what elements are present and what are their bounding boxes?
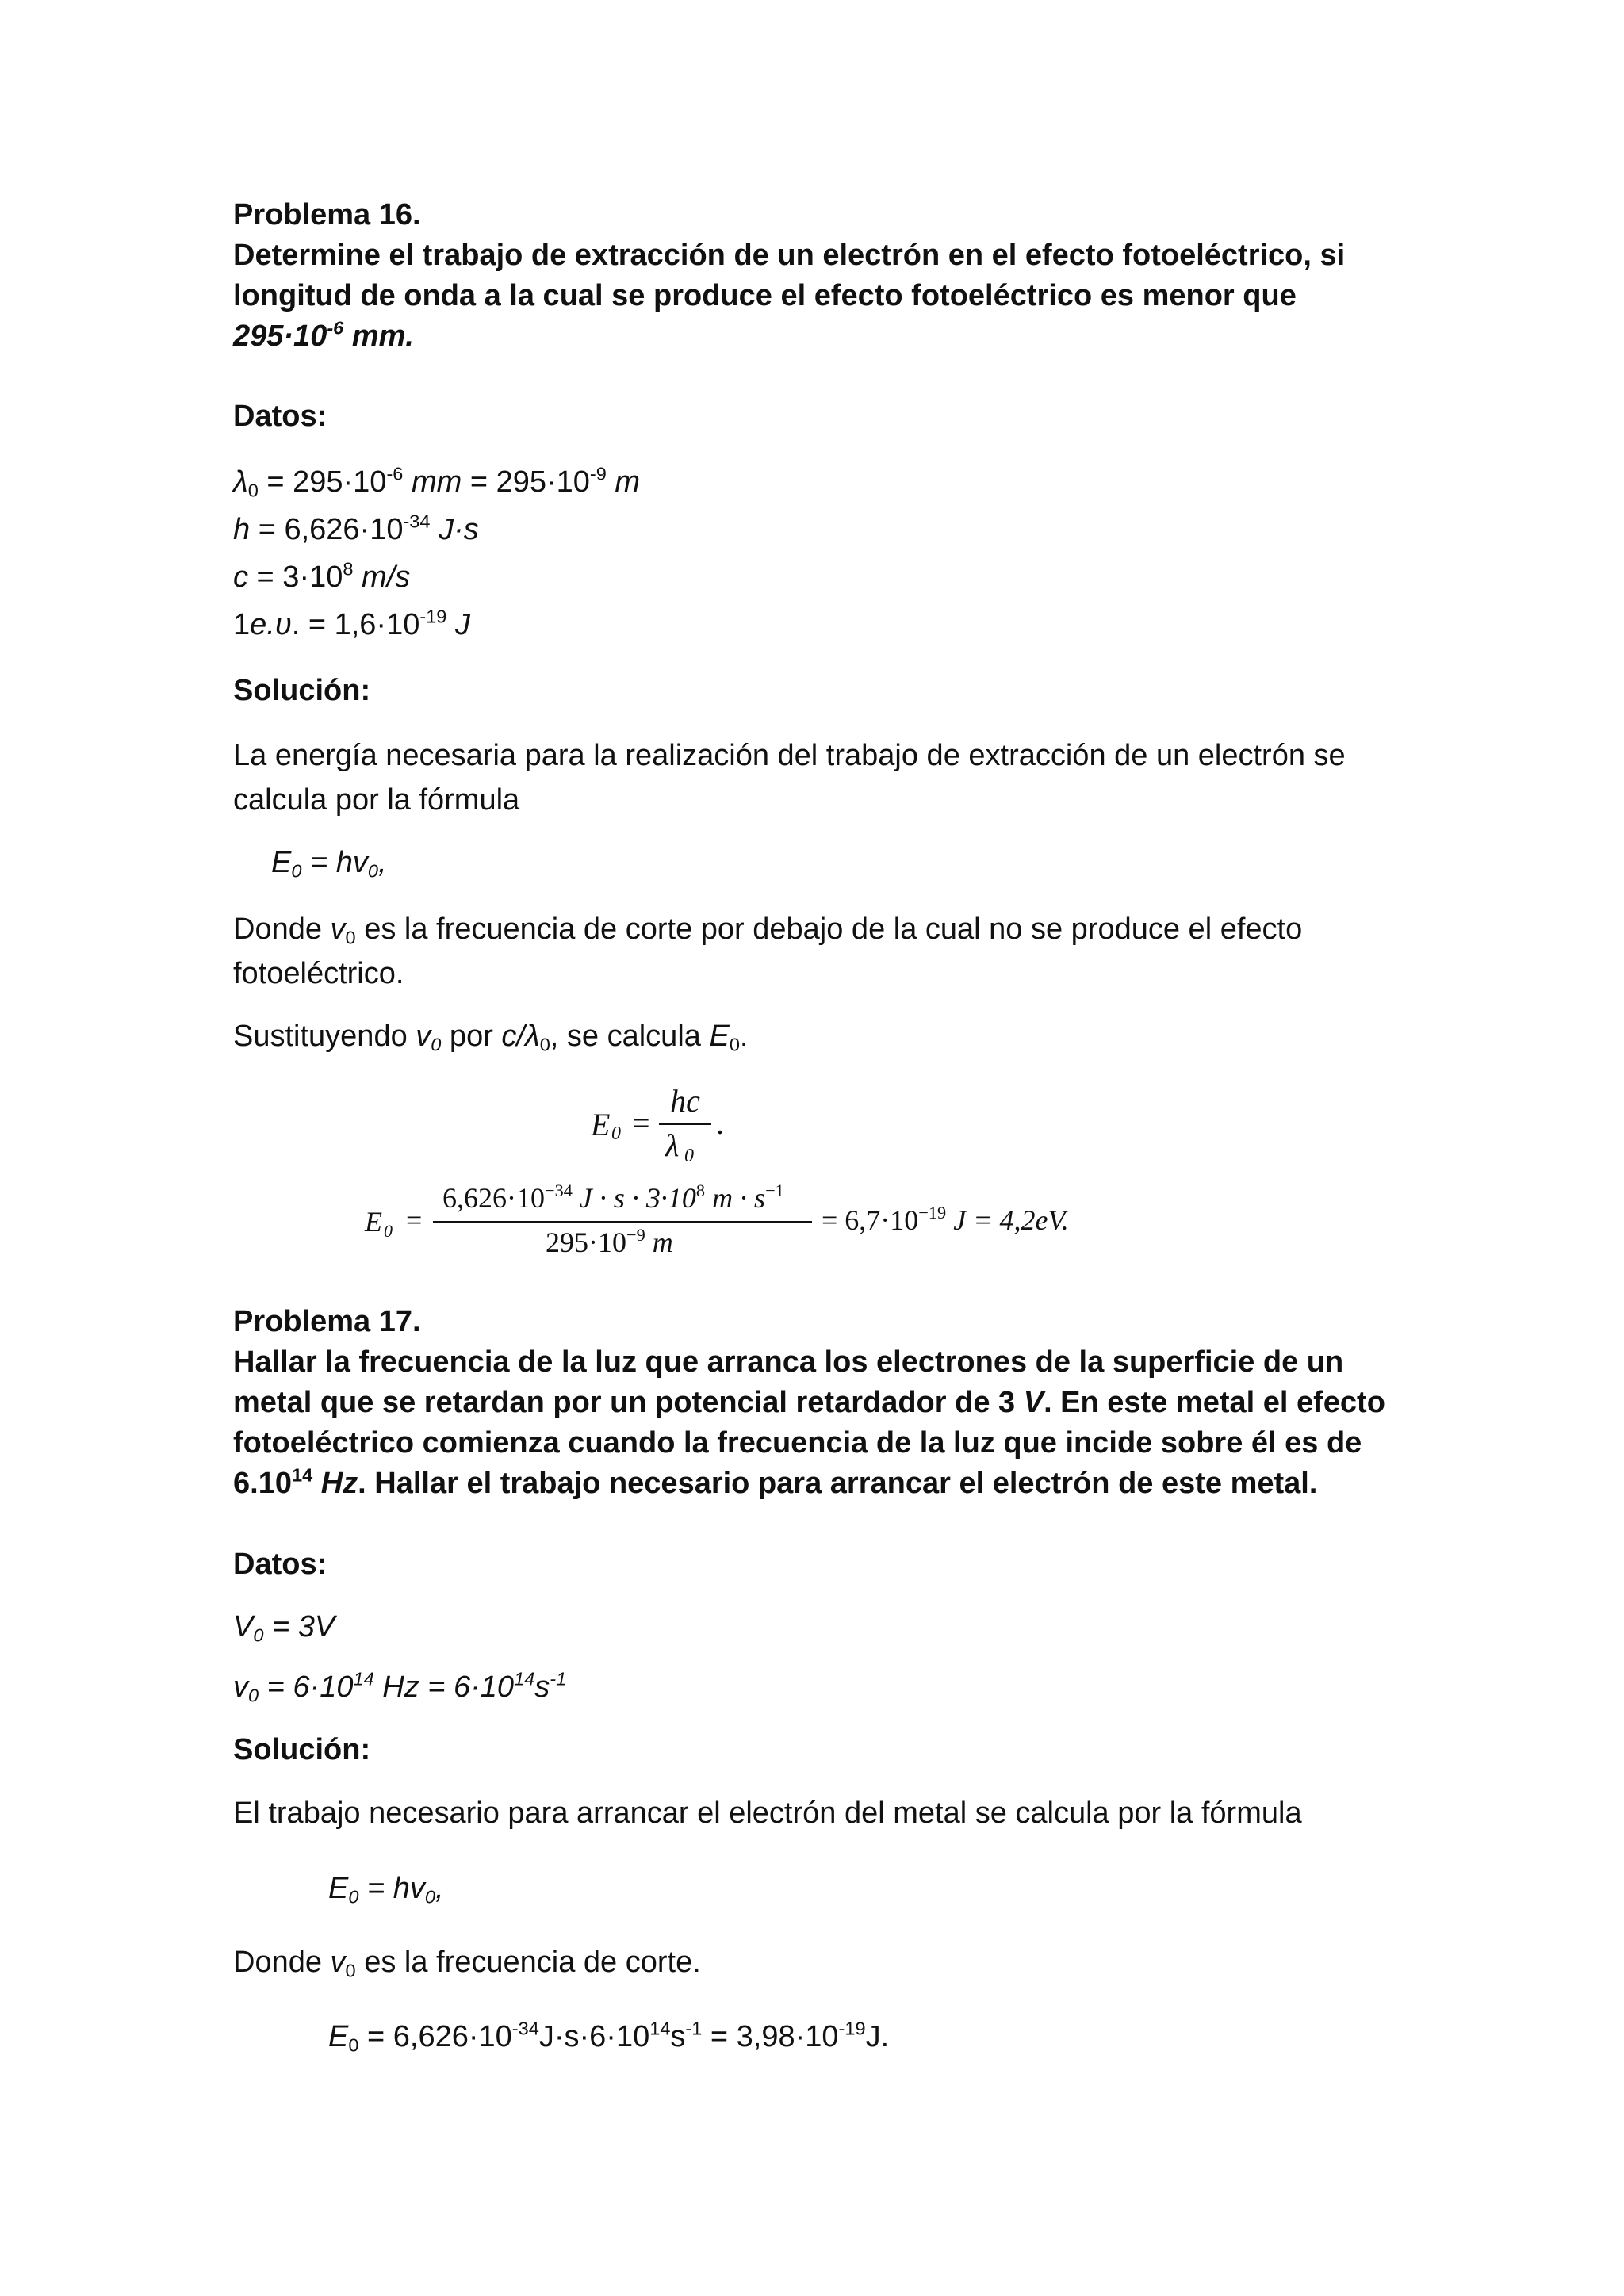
sustituyendo-line: Sustituyendo $v_0$ por $c/\lambda_0$, se calcula $E_0$.: [233, 1020, 749, 1055]
problem-16-solution-text: [233, 733, 1402, 822]
problem-17-title: Problema 17.: [233, 1305, 421, 1338]
problem-17-statement: [233, 1342, 1402, 1504]
p17-dato-v0: $V_0 = 3V$: [233, 1610, 335, 1646]
eq1-numerator: hc: [670, 1083, 700, 1119]
eq2-lhs: E: [365, 1206, 382, 1238]
statement-value: $295\cdot 10^{-6}$ mm.: [233, 317, 414, 353]
eq1-denominator-sub: 0: [684, 1146, 694, 1166]
dato-c: $c = 3\cdot 10^8$ m/s: [233, 558, 411, 594]
dato-ev: 1e.υ. = $1,6\cdot 10^{-19}$ J: [233, 606, 470, 641]
p17-line-2: metal que se retardan por un potencial retardador de 3 V. En este metal el efecto: [233, 1386, 1385, 1419]
p17-solution-text: El trabajo necesario para arrancar el electrón del metal se calcula por la fórmula: [233, 1797, 1302, 1830]
eq2-fraction-bar: [433, 1221, 812, 1223]
p17-result-line: $E_0 = 6,626\cdot 10^{-34}J\cdot s\cdot 6\cdot 10^{14}s^{-1} = 3,98\cdot 10^{-19}J$.: [328, 2018, 890, 2056]
formula-e0-hv0: $E_0 = hv_0$,: [271, 846, 387, 882]
solution-line-2: calcula por la fórmula: [233, 783, 520, 817]
eq2-equals: =: [406, 1204, 423, 1236]
solution-line-1: La energía necesaria para la realización del trabajo de extracción de un electrón se: [233, 739, 1346, 772]
eq2-numerator: $6,626\cdot 10^{-34}$ $J \cdot s \cdot 3\cdot 10^8$ $m \cdot s^{-1}$: [442, 1181, 784, 1214]
donde-line-2: fotoeléctrico.: [233, 957, 404, 990]
eq2-result: = $6,7\cdot 10^{-19}$ J = 4,2eV.: [822, 1203, 1069, 1236]
p17-dato-nu0: $v_0 = 6\cdot 10^{14}$ $Hz = 6\cdot 10^{14}s^{-1}$: [233, 1668, 567, 1706]
donde-line-1: Donde $v_0$ es la frecuencia de corte por debajo de la cual no se produce el efecto: [233, 913, 1303, 948]
equation-e0-numeric: [365, 1181, 1118, 1269]
problem-17-solucion-label: Solución:: [233, 1733, 371, 1766]
statement-line-2: longitud de onda a la cual se produce el efecto fotoeléctrico es menor que: [233, 279, 1297, 312]
p17-line-1: Hallar la frecuencia de la luz que arranca los electrones de la superficie de un: [233, 1345, 1344, 1379]
p17-line-4: 6.10$^{14}$ Hz. Hallar el trabajo necesario para arrancar el electrón de este metal.: [233, 1464, 1318, 1500]
statement-line-1: Determine el trabajo de extracción de un electrón en el efecto fotoeléctrico, si: [233, 239, 1346, 272]
problem-16-datos-label: Datos:: [233, 400, 327, 433]
dato-lambda: $\lambda_0 = 295\cdot 10^{-6}$ mm = $295\cdot 10^{-9}$ m: [233, 463, 641, 501]
dato-h: $h = 6,626\cdot 10^{-34}$ J·s: [233, 511, 479, 546]
donde-paragraph: [233, 907, 1402, 996]
problem-16-statement: [233, 235, 1402, 357]
p17-line-3: fotoeléctrico comienza cuando la frecuencia de la luz que incide sobre él es de: [233, 1426, 1362, 1460]
problem-16-datos-list: [233, 458, 1402, 649]
eq2-lhs-sub: 0: [384, 1221, 393, 1241]
eq1-lhs-sub: 0: [611, 1123, 621, 1144]
p17-donde-line: Donde $v_0$ es la frecuencia de corte.: [233, 1946, 701, 1981]
eq1-period: .: [716, 1105, 724, 1141]
eq1-lhs: E: [591, 1107, 611, 1142]
eq1-equals: =: [632, 1105, 650, 1141]
problem-16-title: Problema 16.: [233, 198, 421, 232]
eq2-denominator: $295\cdot 10^{-9}$ m: [546, 1225, 673, 1258]
problem-16-solucion-label: Solución:: [233, 674, 371, 707]
eq1-fraction-bar: [659, 1123, 711, 1125]
p17-formula-e0-hv0: $E_0 = hv_0$,: [328, 1872, 444, 1908]
eq1-denominator: λ: [665, 1127, 680, 1163]
problem-17-datos-label: Datos:: [233, 1548, 327, 1581]
